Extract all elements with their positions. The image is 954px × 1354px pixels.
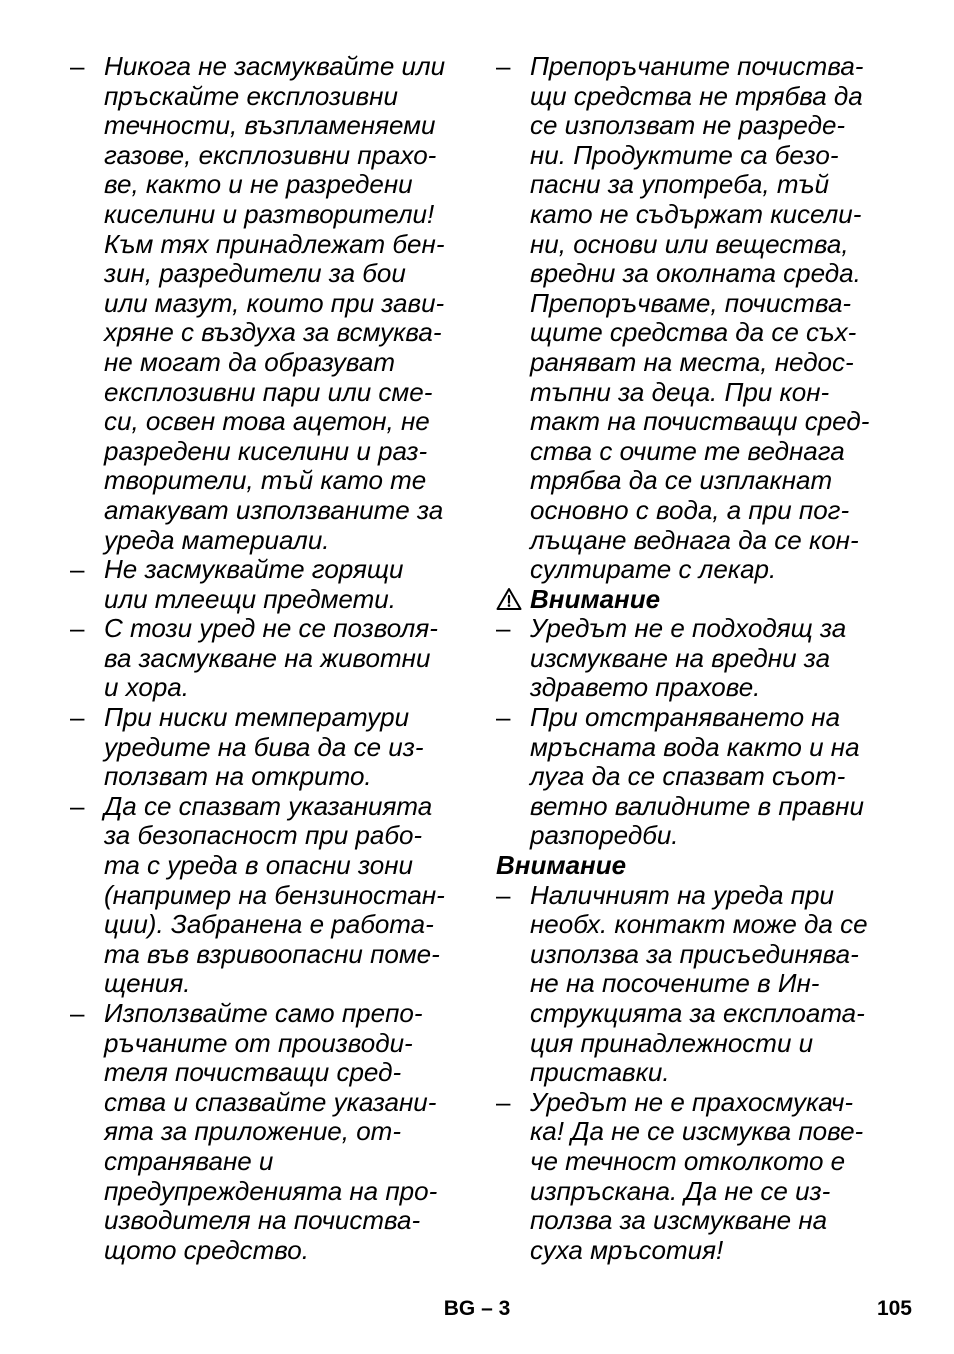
text-line: лъщане веднага да се кон- — [530, 524, 859, 555]
list-dash: – — [496, 613, 511, 644]
text-line: Наличният на уреда при — [530, 879, 834, 910]
text-line: ства и спазвайте указани- — [104, 1086, 437, 1117]
warning-heading-1-text: Внимание — [530, 583, 661, 614]
text-line: теля почистващи сред- — [104, 1057, 402, 1088]
list-item — [70, 614, 462, 703]
list-item — [70, 52, 462, 555]
text-line: киселини и разтворители! — [104, 198, 435, 229]
text-line: ни. Продуктите са безо- — [530, 139, 839, 170]
right-column — [496, 52, 888, 1265]
warning-triangle-icon — [496, 587, 522, 611]
list-item — [70, 555, 462, 614]
text-line: ции). Забранена е работа- — [104, 909, 434, 940]
text-line: уреда материали. — [104, 524, 330, 555]
text-line: изпръскана. Да не се из- — [530, 1175, 831, 1206]
text-line: газове, експлозивни прахо- — [104, 139, 437, 170]
text-line: струкцията за експлоата- — [530, 998, 865, 1028]
text-line: щения. — [104, 968, 191, 999]
list-item — [70, 703, 462, 792]
text-line: Никога не засмуквайте или — [104, 51, 446, 81]
list-item — [496, 52, 888, 585]
text-line: разпоредби. — [530, 820, 679, 851]
text-line: здравето прахове. — [530, 672, 761, 703]
text-line: не на посочените в Ин- — [530, 968, 820, 999]
text-line: ва засмукване на животни — [104, 642, 431, 673]
text-line: щи средства не трябва да — [530, 80, 863, 111]
list-dash: – — [496, 702, 511, 733]
list-dash: – — [496, 51, 511, 81]
text-line: Уредът не е подходящ за — [530, 613, 847, 644]
text-line: ползва за изсмукване на — [530, 1205, 828, 1236]
text-line: суха мръсотия! — [530, 1234, 724, 1265]
warning-heading-2 — [496, 851, 888, 881]
text-line: Препоръчваме, почиства- — [530, 287, 852, 318]
text-line: Използвайте само препо- — [104, 998, 423, 1028]
text-line: творители, тъй като те — [104, 465, 427, 496]
text-line: ства с очите те веднага — [530, 435, 845, 466]
text-line: (например на бензиностан- — [104, 879, 445, 910]
text-line: изсмукване на вредни за — [530, 642, 831, 673]
text-line: не могат да образуват — [104, 346, 395, 377]
text-line: султирате с лекар. — [530, 554, 777, 585]
list-item — [70, 792, 462, 999]
text-line: уредите на бива да се из- — [104, 731, 424, 762]
text-line: изводителя на почиства- — [104, 1205, 421, 1236]
text-line: вредни за околната среда. — [530, 258, 861, 289]
text-line: Да се спазват указанията — [104, 790, 433, 821]
list-dash: – — [70, 613, 85, 644]
text-line: необх. контакт може да се — [530, 909, 868, 940]
list-item — [496, 881, 888, 1088]
text-line: Не засмуквайте горящи — [104, 554, 404, 585]
text-line: че течност отколкото е — [530, 1145, 846, 1176]
list-item — [496, 614, 888, 703]
text-line: използва за присъединява- — [530, 938, 859, 969]
text-line: такт на почистващи сред- — [530, 406, 870, 437]
text-line: Към тях принадлежат бен- — [104, 228, 445, 259]
list-dash: – — [70, 998, 85, 1028]
list-dash: – — [70, 702, 85, 733]
text-line: Препоръчаните почиства- — [530, 51, 864, 81]
text-line: При отстраняването на — [530, 702, 841, 733]
text-line: и хора. — [104, 672, 189, 703]
text-line: основно с вода, а при пог- — [530, 494, 850, 525]
text-line: луга да се спазват съот- — [530, 761, 846, 792]
text-line: ни, основи или вещества, — [530, 228, 849, 259]
text-line: ка! Да не се изсмуква пове- — [530, 1116, 864, 1147]
warning-heading-1 — [496, 585, 888, 615]
text-line: пасни за употреба, тъй — [530, 169, 830, 200]
text-line: ве, както и не разредени — [104, 169, 413, 200]
text-line: приставки. — [530, 1057, 670, 1088]
warning-heading-2-text: Внимание — [496, 850, 627, 881]
text-line: та във взривоопасни поме- — [104, 938, 440, 969]
text-line: та с уреда в опасни зони — [104, 850, 413, 881]
text-line: предупрежденията на про- — [104, 1175, 438, 1206]
text-line: се използват не разреде- — [530, 110, 846, 141]
text-line: или тлеещи предмети. — [104, 583, 396, 614]
text-line: ция принадлежности и — [530, 1027, 814, 1058]
text-line: С този уред не се позволя- — [104, 613, 438, 644]
text-line: щите средства да се съх- — [530, 317, 857, 348]
text-line: зин, разредители за бои — [104, 258, 406, 289]
text-line: пръскайте експлозивни — [104, 80, 398, 111]
text-line: ръчаните от производи- — [104, 1027, 413, 1058]
text-line: експлозивни пари или сме- — [104, 376, 433, 407]
text-line: атакуват използваните за — [104, 494, 444, 525]
text-line: трябва да се изплакнат — [530, 465, 833, 496]
list-dash: – — [496, 879, 511, 910]
list-dash: – — [496, 1086, 511, 1117]
footer-page-number: 105 — [876, 1297, 912, 1320]
list-dash: – — [70, 790, 85, 821]
text-line: течности, възпламеняеми — [104, 110, 436, 141]
text-line: страняване и — [104, 1145, 274, 1176]
text-line: Уредът не е прахосмукач- — [530, 1086, 854, 1117]
text-line: като не съдържат кисели- — [530, 198, 862, 229]
list-dash: – — [70, 554, 85, 585]
list-item — [496, 703, 888, 851]
list-item — [496, 1088, 888, 1266]
text-line: щото средство. — [104, 1234, 309, 1265]
list-dash: – — [70, 51, 85, 81]
text-line: ползват на открито. — [104, 761, 372, 792]
left-column — [70, 52, 462, 1265]
text-line: тъпни за деца. При кон- — [530, 376, 830, 407]
text-line: разредени киселини и раз- — [104, 435, 428, 466]
text-line: ята за приложение, от- — [104, 1116, 401, 1147]
list-item — [70, 999, 462, 1265]
text-line: или мазут, които при зави- — [104, 287, 445, 318]
text-line: за безопасност при рабо- — [104, 820, 423, 851]
text-line: хряне с въздуха за всмуква- — [104, 317, 442, 348]
text-line: раняват на места, недос- — [530, 346, 854, 377]
text-line: си, освен това ацетон, не — [104, 406, 430, 437]
text-line: мръсната вода както и на — [530, 731, 860, 762]
text-line: При ниски температури — [104, 702, 410, 733]
text-line: ветно валидните в правни — [530, 790, 864, 821]
footer-section-label: BG – 3 — [443, 1297, 511, 1320]
